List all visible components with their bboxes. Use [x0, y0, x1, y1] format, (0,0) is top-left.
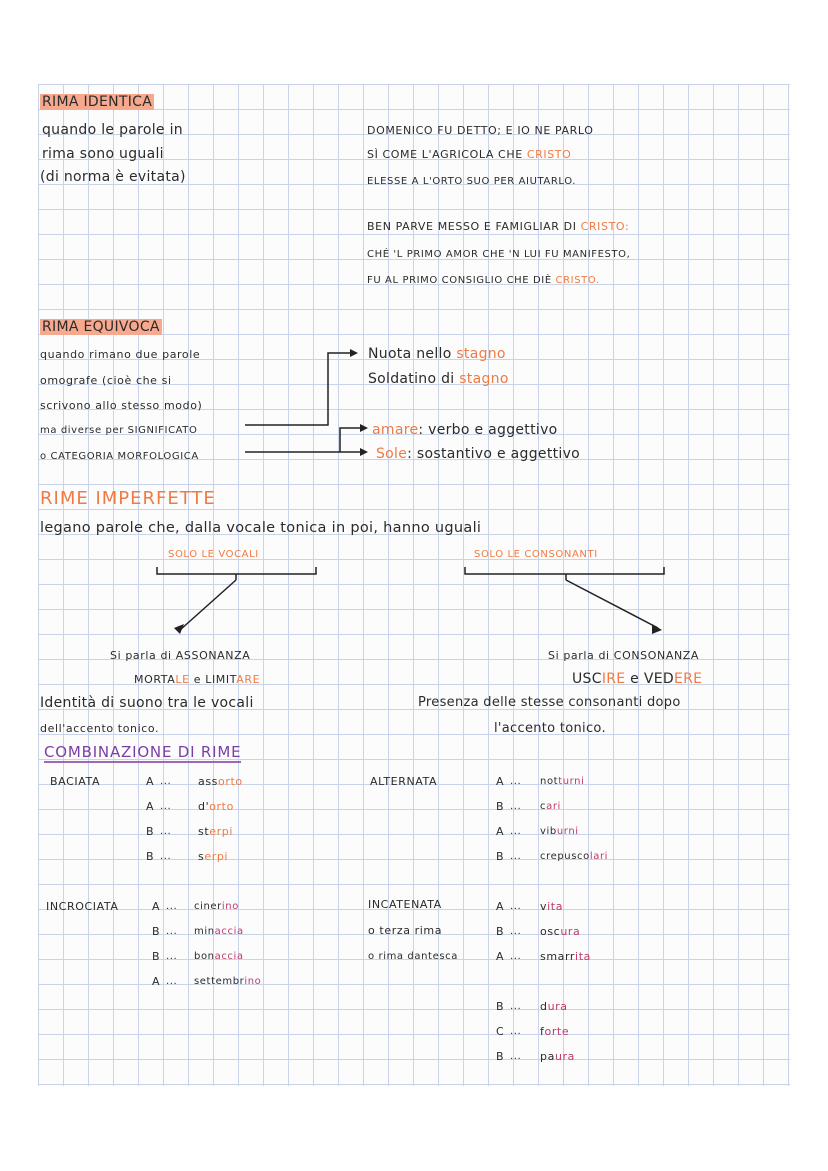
rima-identica-def-line-3: (di norma è evitata)	[40, 169, 186, 185]
incatenata-dots: ...	[510, 951, 522, 962]
rima-equivoca-def-line-5: o CATEGORIA MORFOLOGICA	[40, 451, 199, 462]
assonanza-heading: Si parla di ASSONANZA	[110, 649, 251, 662]
equivoca-example-4: Sole: sostantivo e aggettivo	[376, 446, 581, 462]
example-verse-1: DOMENICO FU DETTO; E IO NE PARLO	[367, 124, 594, 137]
arrow-branch-amare	[340, 428, 360, 452]
rima-equivoca-def-line-3: scrivono allo stesso modo)	[40, 399, 203, 412]
incrociata-scheme-letter: B	[152, 950, 161, 963]
incrociata-dots: ...	[166, 901, 178, 912]
incatenata-scheme-letter: B	[496, 925, 505, 938]
arrow-to-consonanza	[566, 580, 658, 628]
baciata-label: BACIATA	[50, 775, 101, 788]
incrociata-dots: ...	[166, 976, 178, 987]
arrow-to-assonanza	[180, 580, 236, 630]
alternata-rhyme-word: cari	[540, 801, 561, 812]
alternata-rhyme-word: viburni	[540, 826, 579, 837]
equivoca-example-3: amare: verbo e aggettivo	[372, 422, 558, 438]
baciata-scheme-letter: B	[146, 825, 155, 838]
right-bracket-label: SOLO LE CONSONANTI	[474, 549, 598, 560]
consonanza-heading: Si parla di CONSONANZA	[548, 649, 700, 662]
rima-equivoca-def-line-4: ma diverse per SIGNIFICATO	[40, 425, 198, 436]
incrociata-rhyme-word: cinerino	[194, 901, 239, 912]
alternata-scheme-letter: B	[496, 850, 505, 863]
incatenata-rhyme-word: forte	[540, 1025, 570, 1038]
baciata-scheme-letter: B	[146, 850, 155, 863]
incatenata-scheme-letter: B	[496, 1000, 505, 1013]
incatenata-dots: ...	[510, 926, 522, 937]
left-bracket-label: SOLO LE VOCALI	[168, 549, 259, 560]
baciata-scheme-letter: A	[146, 775, 155, 788]
incatenata-dots: ...	[510, 901, 522, 912]
bracket-right	[465, 567, 664, 580]
incrociata-scheme-letter: B	[152, 925, 161, 938]
rima-equivoca-def-line-1: quando rimano due parole	[40, 348, 201, 361]
rima-identica-title: RIMA IDENTICA	[42, 94, 153, 110]
assonanza-definition-1: Identità di suono tra le vocali	[40, 695, 254, 711]
incrociata-scheme-letter: A	[152, 900, 161, 913]
combinazione-title: COMBINAZIONE DI RIME	[44, 743, 242, 761]
baciata-rhyme-word: sterpi	[198, 825, 233, 838]
example-verse-4: BEN PARVE MESSO E FAMIGLIAR DI CRISTO:	[367, 220, 630, 233]
incatenata-scheme-letter: A	[496, 900, 505, 913]
consonanza-example: USCIRE e VEDERE	[572, 671, 703, 687]
incrociata-label: INCROCIATA	[46, 900, 119, 913]
equivoca-example-1: Nuota nello stagno	[368, 346, 506, 362]
alternata-rhyme-word: crepuscolari	[540, 851, 609, 862]
example-verse-2: SÌ COME L'AGRICOLA CHE CRISTO	[367, 148, 572, 161]
incatenata-dots: ...	[510, 1026, 522, 1037]
baciata-rhyme-word: serpi	[198, 850, 229, 863]
alternata-dots: ...	[510, 801, 522, 812]
baciata-dots: ...	[160, 851, 172, 862]
rima-equivoca-def-line-2: omografe (cioè che si	[40, 374, 172, 387]
baciata-scheme-letter: A	[146, 800, 155, 813]
alternata-dots: ...	[510, 826, 522, 837]
assonanza-example: MORTALE e LIMITARE	[134, 673, 261, 686]
alternata-scheme-letter: A	[496, 825, 505, 838]
rima-equivoca-title: RIMA EQUIVOCA	[42, 319, 160, 335]
alternata-label: ALTERNATA	[370, 775, 438, 788]
arrow-to-stagno-examples	[245, 353, 350, 425]
incatenata-rhyme-word: dura	[540, 1000, 568, 1013]
baciata-dots: ...	[160, 776, 172, 787]
example-verse-3: ELESSE A L'ORTO SUO PER AIUTARLO.	[367, 176, 577, 187]
incatenata-scheme-letter: B	[496, 1050, 505, 1063]
equivoca-example-2: Soldatino di stagno	[368, 371, 509, 387]
rime-imperfette-intro: legano parole che, dalla vocale tonica in poi, hanno uguali	[40, 520, 482, 536]
rime-imperfette-title: RIME IMPERFETTE	[40, 488, 216, 509]
bracket-left	[157, 567, 316, 580]
incatenata-dots: ...	[510, 1001, 522, 1012]
baciata-dots: ...	[160, 801, 172, 812]
incatenata-rhyme-word: smarrita	[540, 950, 591, 963]
incrociata-dots: ...	[166, 951, 178, 962]
consonanza-definition-1: Presenza delle stesse consonanti dopo	[418, 695, 681, 710]
baciata-dots: ...	[160, 826, 172, 837]
alternata-dots: ...	[510, 776, 522, 787]
incatenata-scheme-letter: C	[496, 1025, 505, 1038]
baciata-rhyme-word: d'orto	[198, 800, 234, 813]
example-verse-6: FU AL PRIMO CONSIGLIO CHE DIÈ CRISTO.	[367, 275, 600, 286]
alternata-dots: ...	[510, 851, 522, 862]
consonanza-definition-2: l'accento tonico.	[494, 721, 606, 736]
incatenata-subtitle-1: o terza rima	[368, 924, 443, 937]
incatenata-rhyme-word: oscura	[540, 925, 581, 938]
incatenata-dots: ...	[510, 1051, 522, 1062]
incatenata-label: INCATENATA	[368, 898, 442, 911]
incrociata-dots: ...	[166, 926, 178, 937]
incatenata-subtitle-2: o rima dantesca	[368, 951, 458, 962]
rima-identica-def-line-1: quando le parole in	[42, 122, 183, 138]
alternata-scheme-letter: B	[496, 800, 505, 813]
rima-identica-def-line-2: rima sono uguali	[42, 146, 164, 162]
incatenata-rhyme-word: vita	[540, 900, 564, 913]
baciata-rhyme-word: assorto	[198, 775, 243, 788]
incrociata-scheme-letter: A	[152, 975, 161, 988]
example-verse-5: CHÉ 'L PRIMO AMOR CHE 'N LUI FU MANIFESTO,	[367, 249, 631, 260]
incrociata-rhyme-word: minaccia	[194, 926, 244, 937]
incrociata-rhyme-word: bonaccia	[194, 951, 244, 962]
incatenata-rhyme-word: paura	[540, 1050, 575, 1063]
incrociata-rhyme-word: settembrino	[194, 976, 262, 987]
alternata-rhyme-word: notturni	[540, 776, 585, 787]
assonanza-definition-2: dell'accento tonico.	[40, 722, 160, 735]
incatenata-scheme-letter: A	[496, 950, 505, 963]
alternata-scheme-letter: A	[496, 775, 505, 788]
